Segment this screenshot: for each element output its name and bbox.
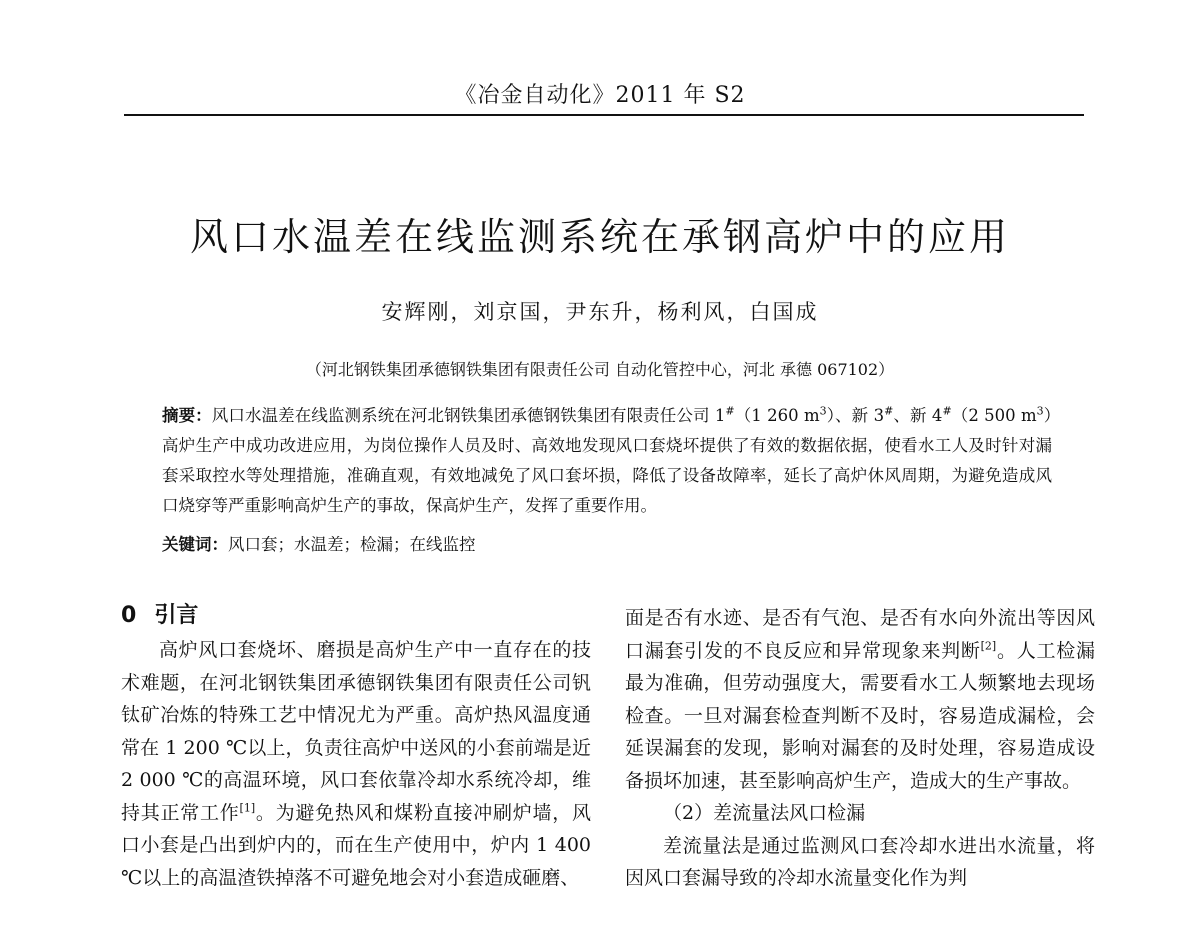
intro-text-a: 高炉风口套烧坏、磨损是高炉生产中一直存在的技术难题，在河北钢铁集团承德钢铁集团有限责任公司钒钛矿冶炼的特殊工艺中情况尤为严重。高炉热风温度通常在 1 200 ℃以上，负责往高炉中送风的小套前端是近 2 000 ℃的高温环境，风口套依靠冷却水系统冷却，维持其正常工作 — [121, 639, 591, 824]
keywords-text: 风口套；水温差；检漏；在线监控 — [228, 535, 476, 554]
section-heading-intro — [121, 598, 591, 634]
abstract-sup-d: # — [942, 404, 952, 418]
abstract-text-a: 风口水温差在线监测系统在河北钢铁集团承德钢铁集团有限责任公司 1 — [211, 406, 726, 425]
right-paragraph-continued — [625, 602, 1095, 797]
section-title: 引言 — [154, 603, 199, 628]
journal-header: 《冶金自动化》2011 年 S2 — [454, 83, 746, 108]
abstract-sup-c: # — [884, 404, 894, 418]
citation-2: [2] — [980, 639, 997, 653]
right-text-b: 。人工检漏最为准确，但劳动强度大，需要看水工人频繁地去现场检查。一旦对漏套检查判断不及时，容易造成漏检，会延误漏套的发现，影响对漏套的及时处理，容易造成设备损坏加速，甚至影响高炉生产，造成大的生产事故。 — [625, 639, 1095, 792]
abstract-text-c: ）、新 3 — [826, 406, 885, 425]
intro-text-b: 。为避免热风和煤粉直接冲刷炉墙，风口小套是凸出到炉内的，而在生产使用中，炉内 1 400 ℃以上的高温渣铁掉落不可避免地会对小套造成砸磨、 — [121, 801, 591, 889]
citation-1: [1] — [239, 801, 256, 815]
right-text-a: 面是否有水迹、是否有气泡、是否有水向外流出等因风口漏套引发的不良反应和异常现象来判断 — [625, 607, 1095, 662]
left-column — [121, 598, 591, 894]
differential-flow-paragraph: 差流量法是通过监测风口套冷却水进出水流量，将因风口套漏导致的冷却水流量变化作为判 — [625, 834, 1095, 889]
abstract-text-d: 、新 4 — [893, 406, 943, 425]
abstract — [162, 401, 1052, 521]
abstract-sup-a: # — [725, 404, 735, 418]
header-rule — [124, 114, 1084, 116]
abstract-text-b: （1 260 m — [734, 406, 820, 425]
abstract-text-f: ）高炉生产中成功改进应用，为岗位操作人员及时、高效地发现风口套烧坏提供了有效的数据依据，使看水工人及时针对漏套采取控水等处理措施，准确直观，有效地减免了风口套坏损，降低了设备故障率，延长了高炉休风周期，为避免造成风口烧穿等严重影响高炉生产的事故，保高炉生产，发挥了重要作用。 — [162, 406, 1052, 515]
abstract-sup-e: 3 — [1036, 404, 1044, 418]
intro-paragraph — [121, 634, 591, 894]
author-list: 安辉刚，刘京国，尹东升，杨利风，白国成 — [381, 300, 819, 324]
abstract-label: 摘要： — [162, 406, 212, 425]
paper-title: 风口水温差在线监测系统在承钢高炉中的应用 — [189, 215, 1010, 259]
keywords — [162, 530, 1052, 560]
keywords-label: 关键词： — [162, 535, 228, 554]
abstract-text-e: （2 500 m — [951, 406, 1037, 425]
affiliation: （河北钢铁集团承德钢铁集团有限责任公司 自动化管控中心，河北 承德 067102） — [305, 360, 895, 379]
subsection-heading: （2）差流量法风口检漏 — [663, 802, 866, 824]
right-column — [625, 602, 1095, 895]
abstract-sup-b: 3 — [819, 404, 827, 418]
section-number: 0 — [121, 603, 137, 628]
